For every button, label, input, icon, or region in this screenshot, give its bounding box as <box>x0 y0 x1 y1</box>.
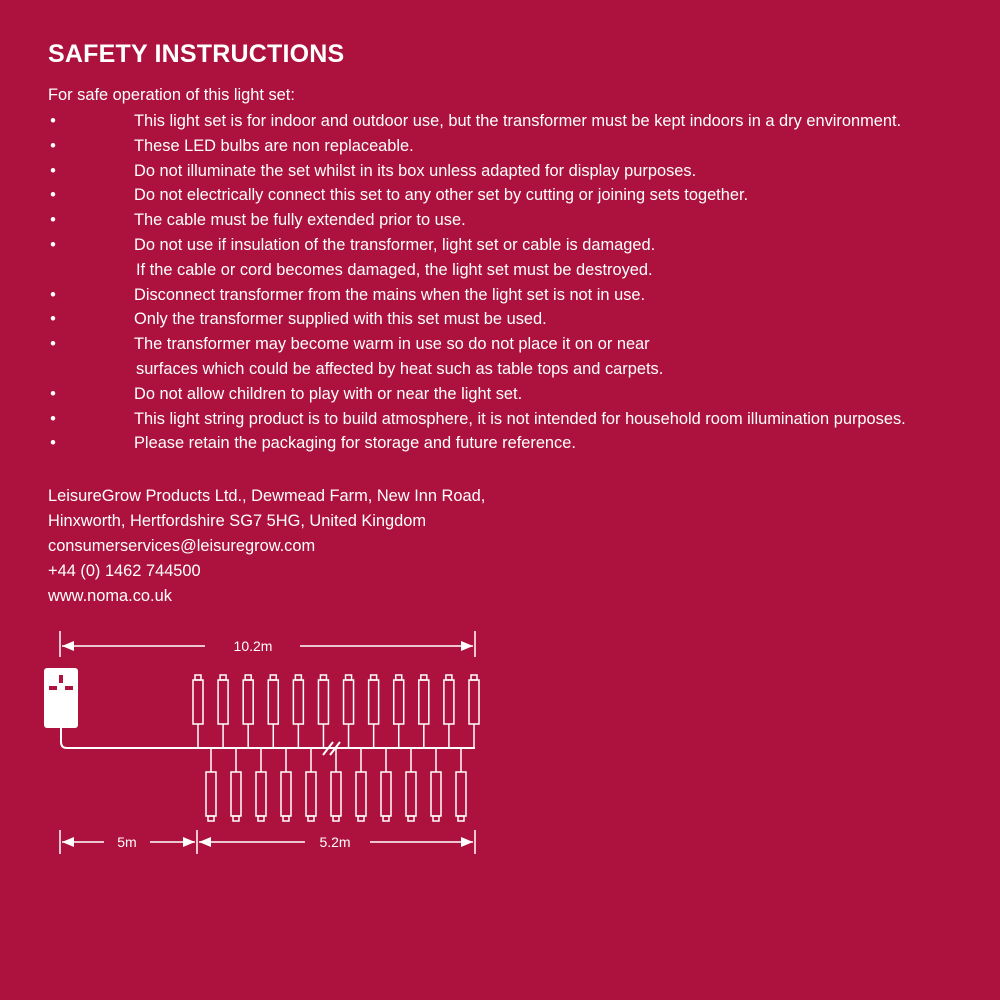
bulb-body <box>206 772 216 816</box>
bulb-body <box>394 680 404 724</box>
bullet-point: • <box>50 136 56 155</box>
bulb-tip <box>270 675 276 680</box>
safety-rule <box>0 159 1000 184</box>
bulb-tip <box>295 675 301 680</box>
bulb-body <box>344 680 354 724</box>
bulb-body <box>306 772 316 816</box>
dimension-label-lead: 5m <box>117 834 137 850</box>
led-bulb <box>318 675 328 748</box>
bulb-body <box>406 772 416 816</box>
bulb-body <box>444 680 454 724</box>
bullet-point: • <box>50 161 56 180</box>
rule-line: This light set is for indoor and outdoor use, but the transformer must be kept indoors in a dry environment. <box>134 112 902 130</box>
bulb-tip <box>346 675 352 680</box>
bulb-body <box>193 680 203 724</box>
rule-line: These LED bulbs are non replaceable. <box>134 136 414 155</box>
safety-rule-text <box>134 134 414 159</box>
bulb-tip <box>233 816 239 821</box>
bulb-tip <box>371 675 377 680</box>
safety-rule-text <box>134 233 655 283</box>
bullet-point: • <box>50 235 56 254</box>
safety-rule <box>0 134 1000 159</box>
bulb-tip <box>383 816 389 821</box>
led-bulb <box>456 748 466 821</box>
rule-line: Only the transformer supplied with this set must be used. <box>134 310 547 329</box>
safety-rule <box>0 109 1000 134</box>
bulb-body <box>456 772 466 816</box>
bullet-point: • <box>50 434 56 453</box>
arrowhead <box>62 837 74 847</box>
led-bulb <box>193 675 203 748</box>
safety-rule-text <box>134 431 576 456</box>
contact-email: consumerservices@leisuregrow.com <box>48 537 316 555</box>
bulb-body <box>268 680 278 724</box>
rule-line: Please retain the packaging for storage and future reference. <box>134 434 576 453</box>
safety-rule-text <box>134 407 906 432</box>
bulb-body <box>281 772 291 816</box>
bulb-body <box>369 680 379 724</box>
lead-cable <box>61 728 475 748</box>
safety-rule-text <box>134 332 663 382</box>
led-bulb <box>356 748 366 821</box>
safety-rule <box>0 283 1000 308</box>
arrowhead <box>461 837 473 847</box>
led-bulb <box>268 675 278 748</box>
bulb-body <box>331 772 341 816</box>
plug-pin <box>65 686 73 690</box>
bulb-tip <box>245 675 251 680</box>
bullet-point: • <box>50 211 56 230</box>
bulb-tip <box>283 816 289 821</box>
bulb-tip <box>458 816 464 821</box>
bullet-point: • <box>50 335 56 354</box>
led-bulb <box>469 675 479 748</box>
contact-website: www.noma.co.uk <box>48 587 172 605</box>
safety-rule-text <box>134 382 522 407</box>
rule-line: Do not illuminate the set whilst in its box unless adapted for display purposes. <box>134 161 697 180</box>
bulb-tip <box>396 675 402 680</box>
dimension-label-total: 10.2m <box>233 638 273 654</box>
arrowhead <box>62 641 74 651</box>
contact-phone: +44 (0) 1462 744500 <box>48 562 201 580</box>
contact-block <box>48 484 485 609</box>
lower-bulbs <box>206 748 466 821</box>
bulb-tip <box>220 675 226 680</box>
safety-rule-text <box>134 307 547 332</box>
led-bulb <box>206 748 216 821</box>
safety-rule-text <box>134 283 645 308</box>
bulb-body <box>243 680 253 724</box>
safety-rule-text <box>134 109 901 134</box>
bullet-point: • <box>50 384 56 403</box>
led-bulb <box>306 748 316 821</box>
bulb-tip <box>333 816 339 821</box>
bullet-point: • <box>50 310 56 329</box>
led-bulb <box>394 675 404 748</box>
arrowhead <box>183 837 195 847</box>
bullet-point: • <box>50 186 56 205</box>
bulb-tip <box>208 816 214 821</box>
led-bulb <box>444 675 454 748</box>
led-bulb <box>231 748 241 821</box>
bulb-tip <box>320 675 326 680</box>
bullet-point: • <box>50 112 56 130</box>
bulb-body <box>218 680 228 724</box>
led-bulb <box>243 675 253 748</box>
bulb-body <box>419 680 429 724</box>
bulb-body <box>469 680 479 724</box>
bulb-tip <box>433 816 439 821</box>
safety-rule <box>0 183 1000 208</box>
rule-line: Disconnect transformer from the mains when the light set is not in use. <box>134 285 646 304</box>
bulb-body <box>356 772 366 816</box>
light-set-diagram <box>0 620 1000 870</box>
rule-line: Do not use if insulation of the transformer, light set or cable is damaged. <box>134 235 656 254</box>
bulb-tip <box>446 675 452 680</box>
led-bulb <box>344 675 354 748</box>
rule-line: surfaces which could be affected by heat such as table tops and carpets. <box>136 359 664 378</box>
bulb-body <box>318 680 328 724</box>
bulb-body <box>431 772 441 816</box>
bulb-body <box>256 772 266 816</box>
bulb-tip <box>195 675 201 680</box>
safety-rule <box>0 382 1000 407</box>
rule-line: The cable must be fully extended prior to use. <box>134 211 466 230</box>
plug-pin <box>59 675 63 683</box>
bulb-tip <box>308 816 314 821</box>
led-bulb <box>369 675 379 748</box>
led-bulb <box>381 748 391 821</box>
safety-rule-text <box>134 159 696 184</box>
safety-rule <box>0 407 1000 432</box>
rule-line: This light string product is to build atmosphere, it is not intended for household room illumination purposes. <box>134 409 906 428</box>
safety-rule <box>0 208 1000 233</box>
arrowhead <box>461 641 473 651</box>
rule-line: The transformer may become warm in use so do not place it on or near <box>134 335 650 354</box>
safety-rule <box>0 233 1000 283</box>
bulb-tip <box>408 816 414 821</box>
led-bulb <box>293 675 303 748</box>
bulb-tip <box>421 675 427 680</box>
led-bulb <box>406 748 416 821</box>
safety-rule <box>0 307 1000 332</box>
led-bulb <box>331 748 341 821</box>
dimension-label-lit: 5.2m <box>319 834 351 850</box>
bulb-tip <box>471 675 477 680</box>
bullet-point: • <box>50 285 56 304</box>
led-bulb <box>218 675 228 748</box>
led-bulb <box>419 675 429 748</box>
plug-transformer-icon <box>44 668 78 728</box>
rule-line: Do not allow children to play with or near the light set. <box>134 384 523 403</box>
led-bulb <box>256 748 266 821</box>
rule-line: Do not electrically connect this set to any other set by cutting or joining sets together. <box>134 186 749 205</box>
bulb-tip <box>258 816 264 821</box>
safety-rules-list <box>0 109 1000 456</box>
bulb-body <box>231 772 241 816</box>
company-address-line: LeisureGrow Products Ltd., Dewmead Farm, New Inn Road, <box>48 487 486 505</box>
bulb-tip <box>358 816 364 821</box>
led-bulb <box>431 748 441 821</box>
rule-line: If the cable or cord becomes damaged, the light set must be destroyed. <box>136 260 653 279</box>
led-bulb <box>281 748 291 821</box>
safety-rule <box>0 332 1000 382</box>
bulb-body <box>381 772 391 816</box>
safety-rule <box>0 431 1000 456</box>
safety-rule-text <box>134 183 748 208</box>
intro-text: For safe operation of this light set: <box>48 86 295 104</box>
page-title: SAFETY INSTRUCTIONS <box>48 40 345 68</box>
bulb-body <box>293 680 303 724</box>
upper-bulbs <box>193 675 479 748</box>
arrowhead <box>199 837 211 847</box>
company-address-line-2: Hinxworth, Hertfordshire SG7 5HG, United Kingdom <box>48 512 427 530</box>
plug-pin <box>49 686 57 690</box>
bullet-point: • <box>50 409 56 428</box>
safety-rule-text <box>134 208 466 233</box>
